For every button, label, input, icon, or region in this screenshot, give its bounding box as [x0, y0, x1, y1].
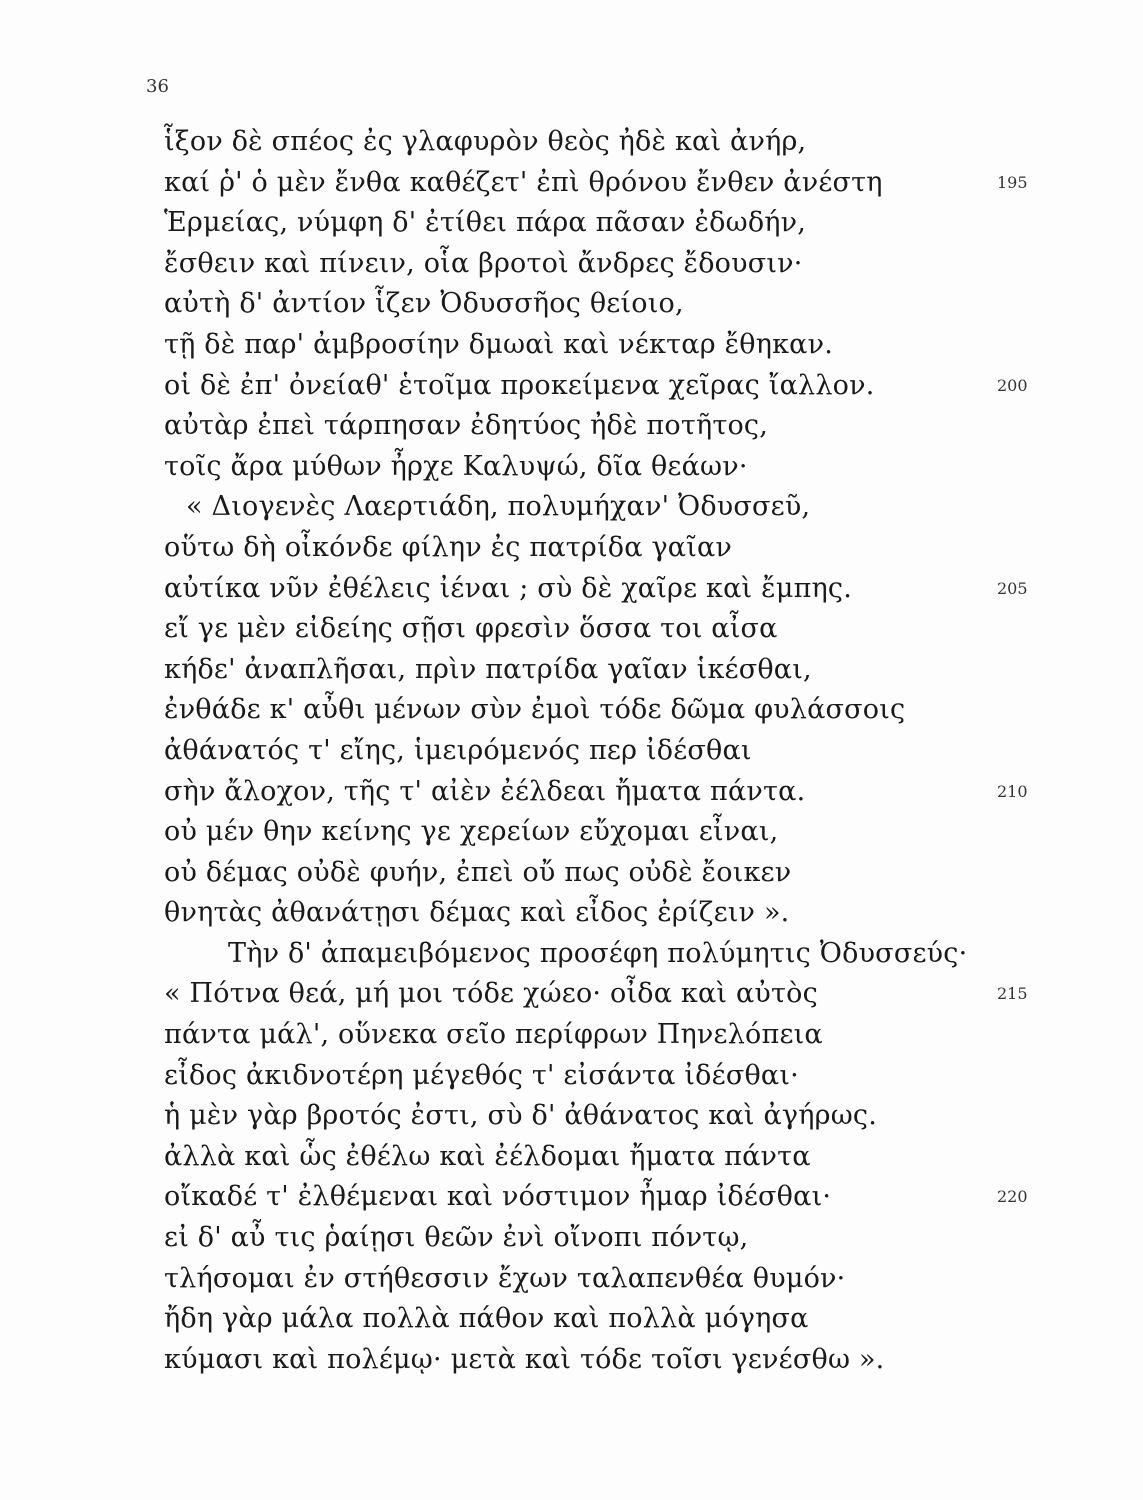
verse-text: αὐτὴ δ' ἀντίον ἷζεν Ὀδυσσῆος θείοιο,	[164, 288, 684, 320]
verse-line	[0, 122, 1143, 163]
verse-text: κύμασι καὶ πολέμῳ· μετὰ καὶ τόδε τοῖσι γενέσθω ».	[164, 1343, 885, 1375]
verse-text: αὐτὰρ ἐπεὶ τάρπησαν ἐδητύος ἠδὲ ποτῆτος,	[164, 410, 769, 442]
verse-text: θνητὰς ἀθανάτῃσι δέμας καὶ εἶδος ἐρίζειν ».	[164, 897, 790, 929]
verse-line	[0, 1259, 1143, 1300]
verse-line	[0, 690, 1143, 731]
verse-text: « Διογενὲς Λαερτιάδη, πολυμήχαν' Ὀδυσσεῦ,	[186, 491, 811, 523]
verse-text: αὐτίκα νῦν ἐθέλεις ἰέναι ; σὺ δὲ χαῖρε καὶ ἔμπης.	[164, 572, 852, 604]
verse-text: τοῖς ἄρα μύθων ἦρχε Καλυψώ, δῖα θεάων·	[164, 450, 748, 482]
verse-line	[0, 772, 1143, 813]
verse-text: ἐνθάδε κ' αὖθι μένων σὺν ἐμοὶ τόδε δῶμα φυλάσσοις	[164, 694, 906, 726]
line-number: 210	[997, 781, 1028, 801]
verse-line	[0, 1015, 1143, 1056]
line-number: 215	[997, 984, 1028, 1004]
verse-text: ἡ μὲν γὰρ βροτός ἐστι, σὺ δ' ἀθάνατος καὶ ἀγήρως.	[164, 1100, 878, 1132]
verse-text: οὐ δέμας οὐδὲ φυήν, ἐπεὶ οὔ πως οὐδὲ ἔοικεν	[164, 856, 792, 888]
verse-text: τλήσομαι ἐν στήθεσσιν ἔχων ταλαπενθέα θυμόν·	[164, 1262, 846, 1294]
verse-line	[0, 203, 1143, 244]
verse-text: πάντα μάλ', οὕνεκα σεῖο περίφρων Πηνελόπεια	[164, 1019, 823, 1051]
verse-text: Τὴν δ' ἀπαμειβόμενος προσέφη πολύμητις Ὀδυσσεύς·	[228, 937, 968, 969]
verse-line	[0, 974, 1143, 1015]
verse-line	[0, 569, 1143, 610]
verse-line	[0, 284, 1143, 325]
verse-line	[0, 528, 1143, 569]
verse-text: οὕτω δὴ οἶκόνδε φίλην ἐς πατρίδα γαῖαν	[164, 531, 733, 563]
line-number: 220	[997, 1187, 1028, 1207]
verse-text: καί ῥ' ὁ μὲν ἔνθα καθέζετ' ἐπὶ θρόνου ἔνθεν ἀνέστη	[164, 166, 883, 198]
line-number: 200	[997, 375, 1028, 395]
verse-block	[0, 122, 1143, 1380]
verse-text: ἀλλὰ καὶ ὧς ἐθέλω καὶ ἐέλδομαι ἤματα πάντα	[164, 1140, 811, 1172]
verse-line	[0, 650, 1143, 691]
verse-line	[0, 731, 1143, 772]
verse-text: εἴ γε μὲν εἰδείης σῇσι φρεσὶν ὅσσα τοι αἶσα	[164, 613, 778, 645]
verse-line	[0, 1137, 1143, 1178]
line-number: 205	[997, 578, 1028, 598]
verse-line	[0, 1177, 1143, 1218]
verse-line	[0, 406, 1143, 447]
verse-line	[0, 1299, 1143, 1340]
verse-text: ἤδη γὰρ μάλα πολλὰ πάθον καὶ πολλὰ μόγησα	[164, 1303, 809, 1335]
verse-text: ἔσθειν καὶ πίνειν, οἷα βροτοὶ ἄνδρες ἔδουσιν·	[164, 247, 803, 279]
verse-text: ἀθάνατός τ' εἴης, ἱμειρόμενός περ ἰδέσθαι	[164, 734, 752, 766]
verse-line	[0, 447, 1143, 488]
line-number: 195	[997, 172, 1028, 192]
verse-text: σὴν ἄλοχον, τῆς τ' αἰὲν ἐέλδεαι ἤματα πάντα.	[164, 775, 806, 807]
verse-line	[0, 163, 1143, 204]
verse-line	[0, 1056, 1143, 1097]
verse-line	[0, 1340, 1143, 1381]
verse-line	[0, 1096, 1143, 1137]
verse-line	[0, 893, 1143, 934]
verse-text: οἴκαδέ τ' ἐλθέμεναι καὶ νόστιμον ἦμαρ ἰδέσθαι·	[164, 1181, 832, 1213]
verse-line	[0, 366, 1143, 407]
verse-text: εἶδος ἀκιδνοτέρη μέγεθός τ' εἰσάντα ἰδέσθαι·	[164, 1059, 799, 1091]
verse-text: οἱ δὲ ἐπ' ὀνείαθ' ἑτοῖμα προκείμενα χεῖρας ἴαλλον.	[164, 369, 875, 401]
verse-line	[0, 244, 1143, 285]
verse-text: Ἑρμείας, νύμφη δ' ἐτίθει πάρα πᾶσαν ἐδωδήν,	[164, 207, 807, 239]
verse-line	[0, 934, 1143, 975]
verse-text: ἷξον δὲ σπέος ἐς γλαφυρὸν θεὸς ἠδὲ καὶ ἀνήρ,	[164, 126, 807, 157]
verse-text: εἰ δ' αὖ τις ῥαίῃσι θεῶν ἐνὶ οἴνοπι πόντῳ,	[164, 1222, 749, 1254]
verse-text: κήδε' ἀναπλῆσαι, πρὶν πατρίδα γαῖαν ἱκέσθαι,	[164, 653, 812, 685]
verse-line	[0, 487, 1143, 528]
verse-line	[0, 609, 1143, 650]
verse-text: τῇ δὲ παρ' ἀμβροσίην δμωαὶ καὶ νέκταρ ἔθηκαν.	[164, 328, 834, 360]
verse-line	[0, 812, 1143, 853]
verse-line	[0, 853, 1143, 894]
verse-text: « Πότνα θεά, μή μοι τόδε χώεο· οἶδα καὶ αὐτὸς	[164, 978, 818, 1010]
verse-line	[0, 1218, 1143, 1259]
page-number: 36	[146, 76, 169, 97]
verse-text: οὐ μέν θην κείνης γε χερείων εὔχομαι εἶναι,	[164, 816, 779, 848]
verse-line	[0, 325, 1143, 366]
